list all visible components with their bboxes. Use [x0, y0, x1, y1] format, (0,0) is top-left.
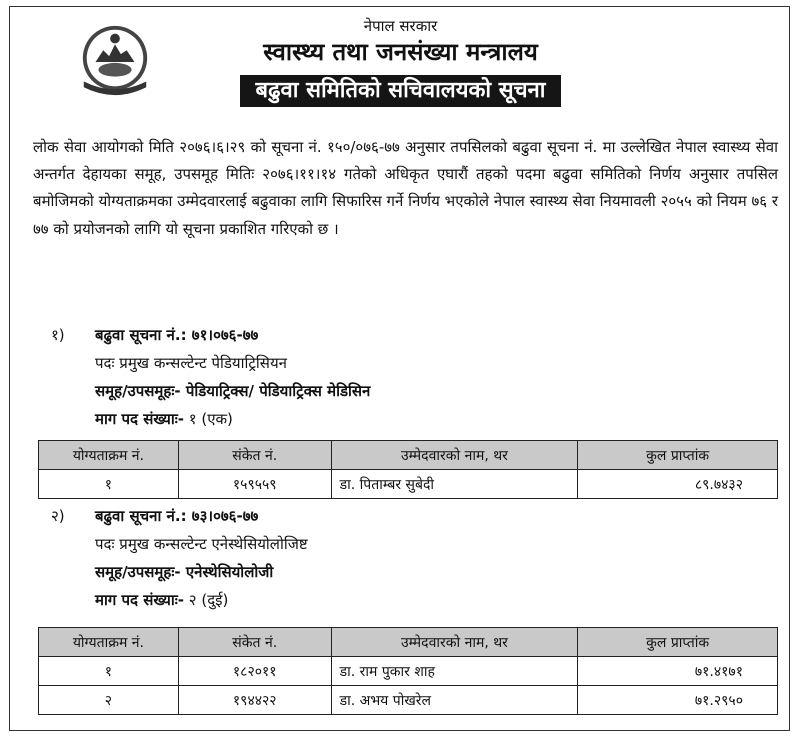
table-header-row — [39, 441, 778, 470]
section-number: १) — [51, 326, 65, 344]
notice-title-banner: बढुवा समितिको सचिवालयको सूचना — [240, 75, 562, 107]
table-row — [39, 657, 778, 686]
seats-label: माग पद संख्याः- — [95, 410, 184, 428]
name-cell: डा. अभय पोखरेल — [331, 686, 578, 715]
name-cell: डा. राम पुकार शाह — [331, 657, 578, 686]
post-line: पदः प्रमुख कन्सल्टेन्ट पेडियाट्रिसियन — [95, 354, 287, 372]
seats-label: माग पद संख्याः- — [95, 591, 184, 609]
seats-value: २ (दुई) — [188, 591, 229, 609]
intro-paragraph: लोक सेवा आयोगको मिति २०७६।६।२९ को सूचना नं. १५०/०७६-७७ अनुसार तपसिलको बढुवा सूचना नं. मा उल्लेखित नेपाल स्वास्थ्य सेवा अन्तर्गत देहायका समूह, उपसमूह मितिः २०७६।११।१४ गतेको अधिकृत एघारौं तहको पदमा बढुवा समितिको निर्णय अनुसार तपसिल बमोजिमको योग्यताक्रमका उम्मेदवारलाई बढुवाका लागि सिफारिस गर्ने निर्णय भएकोले नेपाल स्वास्थ्य सेवा नियमावली २०५५ को नियम ७६ र ७७ को प्रयोजनको लागि यो सूचना प्रकाशित गरिएको छ । — [33, 138, 778, 238]
notice-frame — [9, 6, 790, 731]
code-header: संकेत नं. — [178, 628, 331, 657]
group-line: समूह/उपसमूहः- एनेस्थेसियोलोजी — [95, 563, 274, 581]
total-header: कुल प्राप्तांक — [578, 441, 778, 470]
rank-header: योग्यताक्रम नं. — [39, 441, 179, 470]
code-cell: १८२०११ — [178, 657, 331, 686]
rank-cell: १ — [39, 657, 179, 686]
section-number: २) — [51, 507, 65, 525]
government-label: नेपाल सरकार — [363, 17, 438, 35]
rank-cell: २ — [39, 686, 179, 715]
section-2 — [33, 502, 308, 614]
table-header-row — [39, 628, 778, 657]
post-line: पदः प्रमुख कन्सल्टेन्ट एनेस्थेसियोलोजिष्ट — [95, 535, 308, 553]
total-cell: ७१.४१७१ — [578, 657, 778, 686]
code-cell: १५९५५९ — [178, 470, 331, 499]
table-row — [39, 470, 778, 499]
section-1 — [33, 321, 370, 433]
table-row — [39, 686, 778, 715]
name-cell: डा. पिताम्बर सुबेदी — [331, 470, 578, 499]
candidate-table-1 — [38, 440, 778, 499]
rank-header: योग्यताक्रम नं. — [39, 628, 179, 657]
code-cell: १९४४२२ — [178, 686, 331, 715]
name-header: उम्मेदवारको नाम, थर — [331, 441, 578, 470]
header — [10, 17, 791, 107]
total-header: कुल प्राप्तांक — [578, 628, 778, 657]
total-cell: ८९.७४३२ — [578, 470, 778, 499]
total-cell: ७१.२९५० — [578, 686, 778, 715]
notice-number-line: बढुवा सूचना नं.: ७३।०७६-७७ — [95, 507, 259, 525]
group-line: समूह/उपसमूहः- पेडियाट्रिक्स/ पेडियाट्रिक्स मेडिसिन — [95, 382, 371, 400]
candidate-table-2 — [38, 627, 778, 715]
name-header: उम्मेदवारको नाम, थर — [331, 628, 578, 657]
notice-number-line: बढुवा सूचना नं.: ७१।०७६-७७ — [95, 326, 259, 344]
code-header: संकेत नं. — [178, 441, 331, 470]
ministry-title: स्वास्थ्य तथा जनसंख्या मन्त्रालय — [263, 38, 538, 66]
seats-value: १ (एक) — [188, 410, 233, 428]
rank-cell: १ — [39, 470, 179, 499]
